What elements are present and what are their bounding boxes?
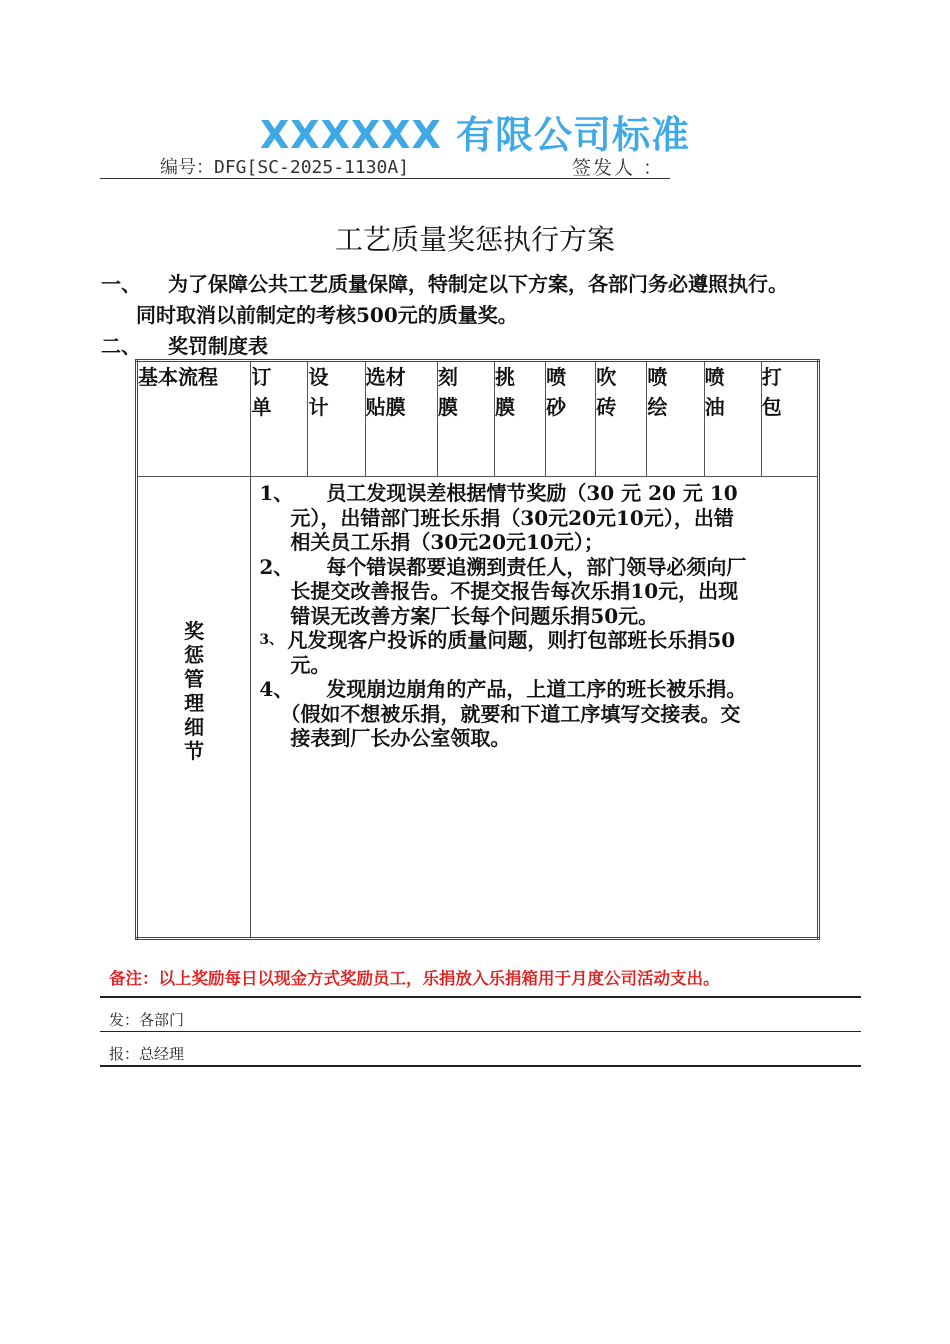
rule-item: 3、 凡发现客户投诉的质量问题，则打包部班长乐捐50 元。 xyxy=(259,628,736,677)
process-step: 设 计 xyxy=(308,361,365,477)
footer-rule-bottom xyxy=(100,1065,861,1067)
company-title: XXXXXX 有限公司标准 xyxy=(259,113,691,157)
footer-rule-middle xyxy=(100,1031,861,1032)
section-1-line1: 为了保障公共工艺质量保障，特制定以下方案，各部门务必遵照执行。 xyxy=(168,272,788,296)
remark-note: 备注：以上奖励每日以现金方式奖励员工，乐捐放入乐捐箱用于月度公司活动支出。 xyxy=(109,969,720,988)
rule-item: 1、 员工发现误差根据情节奖励（30 元 20 元 10 元），出错部门班长乐捐（30元20元10元），出错 相关员工乐捐（30元20元10元）； xyxy=(259,481,738,554)
detail-row xyxy=(137,477,819,939)
reward-penalty-table xyxy=(135,359,820,940)
rule-item: 4、 发现崩边崩角的产品，上道工序的班长被乐捐。 （假如不想被乐捐，就要和下道工序填写交接表。交 接表到厂长办公室领取。 xyxy=(259,677,747,750)
signer-label: 签发人 ： xyxy=(572,157,665,179)
process-step: 打 包 xyxy=(761,361,818,477)
process-step: 挑 膜 xyxy=(495,361,546,477)
detail-label: 奖 惩 管 理 细 节 xyxy=(137,477,251,939)
process-step: 选材 贴膜 xyxy=(365,361,437,477)
footer-rule-top xyxy=(100,996,861,998)
distribution-report: 报：总经理 xyxy=(109,1045,185,1063)
rules-cell xyxy=(251,477,819,939)
distribution-send: 发：各部门 xyxy=(109,1011,185,1029)
document-title: 工艺质量奖惩执行方案 xyxy=(334,223,615,256)
header-divider xyxy=(100,178,670,179)
section-2-heading: 奖罚制度表 xyxy=(168,334,268,358)
process-step: 刻 膜 xyxy=(437,361,494,477)
section-1-line2: 同时取消以前制定的考核500元的质量奖。 xyxy=(136,303,518,327)
rule-item: 2、 每个错误都要追溯到责任人，部门领导必须向厂 长提交改善报告。不提交报告每次乐捐10元，出现 错误无改善方案厂长每个问题乐捐50元。 xyxy=(259,554,747,628)
document-number: 编号：DFG[SC-2025-1130A] xyxy=(160,157,410,178)
process-label: 基本流程 xyxy=(137,361,251,477)
process-step: 喷 绘 xyxy=(647,361,704,477)
section-2-number: 二、 xyxy=(101,334,141,358)
process-step: 喷 油 xyxy=(704,361,761,477)
section-1-number: 一、 xyxy=(101,272,141,296)
process-step: 喷 砂 xyxy=(546,361,596,477)
process-step: 订 单 xyxy=(251,361,308,477)
process-step: 吹 砖 xyxy=(596,361,647,477)
process-row xyxy=(137,361,819,477)
